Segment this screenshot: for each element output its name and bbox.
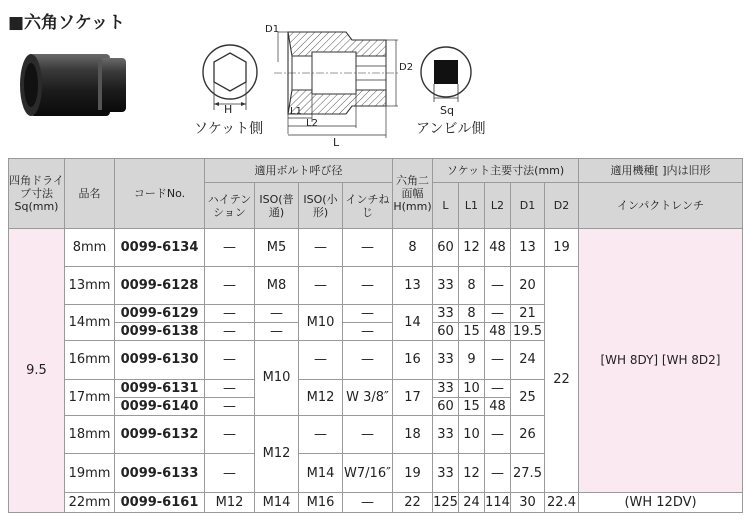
models-note: [WH 8DY] [WH 8D2]: [579, 229, 743, 493]
cell-hex: 18: [393, 415, 433, 454]
cell-iso-std: M14: [255, 493, 299, 513]
cell-iso-small: M10: [299, 305, 343, 341]
cell-name: 18mm: [65, 415, 115, 454]
cell-l1: 12: [459, 454, 485, 493]
cell-l1: 8: [459, 266, 485, 305]
last-model: (WH 12DV): [579, 493, 743, 513]
cell-hex: 13: [393, 266, 433, 305]
cell-inch: —: [343, 415, 393, 454]
cell-hitension: —: [205, 397, 255, 415]
cell-d2: 22.4: [545, 493, 579, 513]
cell-iso-small: M14: [299, 454, 343, 493]
cell-inch: W 3/8″: [343, 379, 393, 415]
cell-iso-std-m10: M10: [255, 341, 299, 415]
cell-hex: 16: [393, 341, 433, 380]
cell-d1: 30: [511, 493, 545, 513]
cell-d1: 24: [511, 341, 545, 380]
cell-l2: —: [485, 305, 511, 323]
label-d1: D1: [265, 24, 280, 35]
cell-hitension: —: [205, 379, 255, 397]
label-l1: L1: [290, 106, 302, 117]
header-d2: D2: [545, 183, 579, 229]
cell-code: 0099-6129: [115, 305, 205, 323]
header-hitension: ハイテンション: [205, 183, 255, 229]
cell-l: 33: [433, 415, 459, 454]
cell-inch: —: [343, 323, 393, 341]
cell-d1: 25: [511, 379, 545, 415]
cell-inch: —: [343, 493, 393, 513]
label-d2: D2: [399, 62, 414, 73]
cell-l1: 12: [459, 229, 485, 267]
cell-l2: —: [485, 341, 511, 380]
cell-l2: 48: [485, 397, 511, 415]
header-impact: インパクトレンチ: [579, 183, 743, 229]
cell-d1: 19.5: [511, 323, 545, 341]
cell-hex: 14: [393, 305, 433, 341]
cell-l2: —: [485, 379, 511, 397]
cell-l1: 9: [459, 341, 485, 380]
header-code: コードNo.: [115, 159, 205, 229]
cell-l2: 48: [485, 229, 511, 267]
cell-hitension: —: [205, 415, 255, 454]
cell-l: 33: [433, 266, 459, 305]
cell-name: 22mm: [65, 493, 115, 513]
cell-code: 0099-6161: [115, 493, 205, 513]
header-name: 品名: [65, 159, 115, 229]
cell-iso-small: M12: [299, 379, 343, 415]
cell-l1: 8: [459, 305, 485, 323]
cell-l1: 10: [459, 379, 485, 397]
cell-name: 8mm: [65, 229, 115, 267]
cell-l2: 48: [485, 323, 511, 341]
cell-l: 60: [433, 397, 459, 415]
cell-l: 125: [433, 493, 459, 513]
cell-l2: —: [485, 266, 511, 305]
cell-code: 0099-6132: [115, 415, 205, 454]
header-l1: L1: [459, 183, 485, 229]
cell-l2: —: [485, 415, 511, 454]
d2-shared: 22: [545, 266, 579, 492]
header-inch: インチねじ: [343, 183, 393, 229]
cell-inch: W7/16″: [343, 454, 393, 493]
label-h: H: [224, 103, 233, 116]
cell-l1: 10: [459, 415, 485, 454]
cell-d1: 20: [511, 266, 545, 305]
cell-code: 0099-6131: [115, 379, 205, 397]
cell-name: 17mm: [65, 379, 115, 415]
sq-value: 9.5: [9, 229, 65, 513]
socket-end-view-diagram: [196, 40, 268, 112]
cell-iso-small: —: [299, 415, 343, 454]
label-l2: L2: [306, 118, 318, 129]
cell-hitension: —: [205, 229, 255, 267]
cell-iso-small: —: [299, 341, 343, 380]
cell-l: 60: [433, 229, 459, 267]
cell-inch: —: [343, 305, 393, 323]
cell-inch: —: [343, 341, 393, 380]
label-l: L: [333, 136, 340, 149]
cell-code: 0099-6140: [115, 397, 205, 415]
socket-photo: [16, 48, 134, 122]
cell-hitension: —: [205, 323, 255, 341]
socket-side-caption: ソケット側: [194, 121, 264, 137]
anvil-side-caption: アンビル側: [416, 121, 486, 137]
cell-d2: 19: [545, 229, 579, 267]
anvil-end-view-diagram: [416, 42, 478, 104]
cell-iso-std: —: [255, 323, 299, 341]
cell-code: 0099-6138: [115, 323, 205, 341]
cell-hitension: M12: [205, 493, 255, 513]
cell-hitension: —: [205, 341, 255, 380]
cell-iso-small: M16: [299, 493, 343, 513]
cell-name: 19mm: [65, 454, 115, 493]
header-dim-group: ソケット主要寸法(mm): [433, 159, 579, 183]
header-sq: 四角ドライブ寸法Sq(mm): [9, 159, 65, 229]
label-sq: Sq: [440, 104, 454, 117]
cell-hitension: —: [205, 266, 255, 305]
table-row: [9, 493, 743, 513]
cell-l1: 15: [459, 323, 485, 341]
cell-l: 33: [433, 341, 459, 380]
socket-cross-section-diagram: [268, 22, 408, 150]
cell-l1: 15: [459, 397, 485, 415]
cell-hitension: —: [205, 305, 255, 323]
cell-d1: 13: [511, 229, 545, 267]
cell-l2: 114: [485, 493, 511, 513]
header-iso-std: ISO(普通): [255, 183, 299, 229]
cell-hex: 19: [393, 454, 433, 493]
header-iso-small: ISO(小形): [299, 183, 343, 229]
cell-l1: 24: [459, 493, 485, 513]
cell-code: 0099-6128: [115, 266, 205, 305]
cell-iso-small: —: [299, 266, 343, 305]
cell-inch: —: [343, 266, 393, 305]
cell-code: 0099-6133: [115, 454, 205, 493]
cell-name: 13mm: [65, 266, 115, 305]
cell-code: 0099-6130: [115, 341, 205, 380]
cell-inch: —: [343, 229, 393, 267]
cell-hex: 22: [393, 493, 433, 513]
cell-d1: 27.5: [511, 454, 545, 493]
header-d1: D1: [511, 183, 545, 229]
table-row: [9, 229, 743, 267]
header-bolt-group: 適用ボルト呼び径: [205, 159, 393, 183]
cell-name: 16mm: [65, 341, 115, 380]
spec-table: [8, 158, 743, 513]
header-l: L: [433, 183, 459, 229]
header-model-group: 適用機種[ ]内は旧形: [579, 159, 743, 183]
page-title: ■六角ソケット: [8, 13, 126, 33]
cell-l: 33: [433, 379, 459, 397]
cell-iso-std-m12: M12: [255, 415, 299, 493]
cell-d1: 21: [511, 305, 545, 323]
cell-iso-std: —: [255, 305, 299, 323]
cell-iso-small: —: [299, 229, 343, 267]
cell-l: 33: [433, 454, 459, 493]
cell-l2: —: [485, 454, 511, 493]
cell-iso-std: M5: [255, 229, 299, 267]
cell-name: 14mm: [65, 305, 115, 341]
header-l2: L2: [485, 183, 511, 229]
cell-l: 33: [433, 305, 459, 323]
cell-l: 60: [433, 323, 459, 341]
cell-hex: 17: [393, 379, 433, 415]
cell-hex: 8: [393, 229, 433, 267]
cell-code: 0099-6134: [115, 229, 205, 267]
cell-d1: 26: [511, 415, 545, 454]
header-hex: 六角二面幅H(mm): [393, 159, 433, 229]
cell-iso-std: M8: [255, 266, 299, 305]
cell-hitension: —: [205, 454, 255, 493]
